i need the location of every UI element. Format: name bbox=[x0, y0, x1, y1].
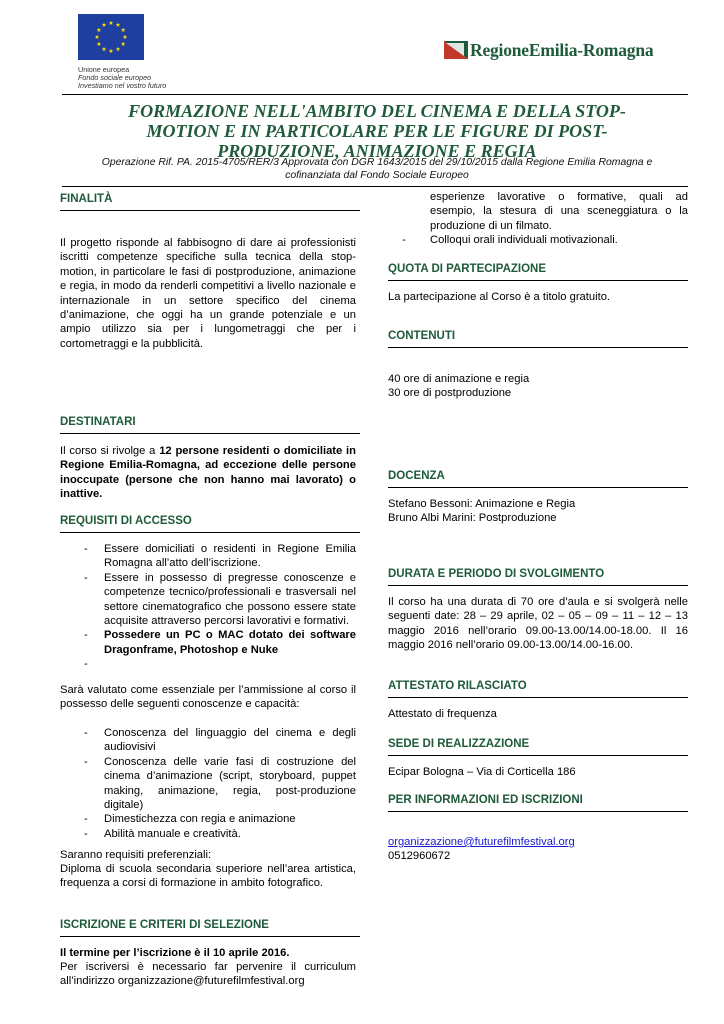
info-phone: 0512960672 bbox=[388, 850, 451, 862]
attestato-text: Attestato di frequenza bbox=[388, 708, 497, 720]
section-heading-sede: SEDE DI REALIZZAZIONE bbox=[388, 737, 688, 756]
quota-text: La partecipazione al Corso è a titolo gratuito. bbox=[388, 291, 611, 303]
section-heading-iscrizione: ISCRIZIONE E CRITERI DI SELEZIONE bbox=[60, 918, 360, 937]
list-item: - Conoscenza delle varie fasi di costruzione del cinema d’animazione (script, storyboard, puppet making, animazione, regia, post-produzione digitale) bbox=[84, 755, 356, 812]
contenuti-line2: 30 ore di postproduzione bbox=[388, 387, 512, 399]
valutato-intro: Sarà valutato come essenziale per l’ammissione al corso il possesso delle seguenti conoscenze e capacità: bbox=[60, 684, 356, 711]
conoscenza-4: Abilità manuale e creatività. bbox=[104, 827, 241, 840]
iscrizione-text: Per iscriversi è necessario far pervenire il curriculum all’indirizzo organizzazione@futurefilmfestival.org bbox=[60, 961, 356, 988]
title-line1: FORMAZIONE NELL'AMBITO DEL CINEMA E DELLA STOP- bbox=[128, 101, 626, 121]
finalita-text: Il progetto risponde al fabbisogno di dare ai professionisti iscritti competenze specifiche sulla tecnica della stop-motion, in particolare le fasi di postproduzione, animazione e regia, in modo da renderli competitivi a livello nazionale e internazionale in un settore specifico del cinema d’animazione, che oggi ha un grande potenziale e un ampio utilizzo sia per i lungometraggi che per i cortometraggi e la pubblicità. bbox=[60, 237, 356, 350]
eu-caption-line2: Fondo sociale europeo bbox=[78, 73, 152, 82]
list-item: - Essere domiciliati o residenti in Regione Emilia Romagna all’atto dell’iscrizione. bbox=[84, 543, 356, 570]
requisito-1: Essere domiciliati o residenti in Regione Emilia Romagna all’atto dell’iscrizione. bbox=[104, 543, 356, 570]
sede-text: Ecipar Bologna – Via di Corticella 186 bbox=[388, 766, 576, 778]
conoscenza-2: Conoscenza delle varie fasi di costruzione del cinema d’animazione (script, storyboard, puppet making, animazione, regia, post-produzione digitale) bbox=[104, 755, 356, 812]
list-item: - Essere in possesso di pregresse conoscenze e competenze tecnico/professionali e trasversali nel settore cinematografico che possono essere state acquisite attraverso percorsi lavorativi e formativi. bbox=[84, 571, 356, 628]
section-heading-requisiti: REQUISITI DI ACCESSO bbox=[60, 514, 360, 533]
destinatari-pre: Il corso si rivolge a bbox=[60, 445, 160, 457]
subtitle-line1: Operazione Rif. PA. 2015-4705/RER/3 Approvata con DGR 1643/2015 del 29/10/2015 dalla Regione Emilia Romagna e bbox=[101, 157, 653, 168]
eu-caption-line3: Investiamo nel vostro futuro bbox=[78, 81, 167, 90]
preferenziali-label: Saranno requisiti preferenziali: bbox=[60, 849, 212, 861]
section-heading-attestato: ATTESTATO RILASCIATO bbox=[388, 679, 688, 698]
docenza-line2: Bruno Albi Marini: Postproduzione bbox=[388, 512, 557, 524]
requisito-2: Essere in possesso di pregresse conoscenze e competenze tecnico/professionali e trasversali nel settore cinematografico che possono essere state acquisite attraverso percorsi lavorativi e formativi. bbox=[104, 571, 356, 628]
conoscenze-list bbox=[84, 726, 356, 841]
docenza-line1: Stefano Bessoni: Animazione e Regia bbox=[388, 498, 576, 510]
list-item: - Conoscenza del linguaggio del cinema e degli audiovisivi bbox=[84, 727, 356, 754]
destinatari-text bbox=[60, 444, 356, 502]
title-line3: PRODUZIONE, ANIMAZIONE E REGIA bbox=[217, 141, 537, 161]
section-heading-destinatari: DESTINATARI bbox=[60, 415, 360, 434]
durata-text: Il corso ha una durata di 70 ore d’aula e si svolgerà nelle seguenti date: 28 – 29 aprile, 02 – 05 – 09 – 11 – 12 – 13 maggio 2016 nell’orario 09.00-13.00/14.00-18.00. Il 16 maggio 2016 nell’orario 09.00-13.00/14.00-16.00. bbox=[388, 596, 688, 652]
section-heading-finalita: FINALITÀ bbox=[60, 192, 360, 211]
subtitle-line2: cofinanziata dal Fondo Sociale Europeo bbox=[285, 170, 469, 181]
requisiti-list: - Essere domiciliati o residenti in Regione Emilia Romagna all’atto dell’iscrizione. - Essere in possesso di pregresse conoscenze e competenze tecnico/professionali e trasversali nel settore cinematografico che possono essere state acquisite attraverso percorsi lavorativi e formativi. - Possedere un PC o MAC dotato dei software Dragonframe, Photoshop e Nuke - bbox=[84, 543, 356, 671]
title-line2: MOTION E IN PARTICOLARE PER LE FIGURE DI POST- bbox=[146, 121, 608, 141]
section-heading-durata: DURATA E PERIODO DI SVOLGIMENTO bbox=[388, 567, 688, 586]
conoscenza-1: Conoscenza del linguaggio del cinema e degli audiovisivi bbox=[104, 727, 356, 754]
regione-name: RegioneEmilia-Romagna bbox=[470, 39, 654, 60]
email-link[interactable]: organizzazione@futurefilmfestival.org bbox=[388, 836, 575, 848]
section-heading-contenuti: CONTENUTI bbox=[388, 329, 688, 348]
right-column bbox=[388, 0, 688, 1024]
requisiti-continued-list bbox=[402, 190, 688, 248]
list-item: - Dimestichezza con regia e animazione bbox=[84, 813, 296, 826]
eu-caption-line1: Unione europea bbox=[78, 65, 130, 74]
info-email-line bbox=[388, 835, 688, 849]
section-heading-quota: QUOTA DI PARTECIPAZIONE bbox=[388, 262, 688, 281]
list-item: - Colloqui orali individuali motivazionali. bbox=[402, 234, 618, 247]
requisito-continued-2: Colloqui orali individuali motivazionali. bbox=[430, 234, 618, 247]
section-heading-info: PER INFORMAZIONI ED ISCRIZIONI bbox=[388, 793, 688, 812]
deadline-bold: Il termine per l’iscrizione è il 10 aprile 2016. bbox=[60, 947, 290, 959]
requisito-3: Possedere un PC o MAC dotato dei software Dragonframe, Photoshop e Nuke bbox=[104, 629, 356, 656]
iscrizione-deadline bbox=[60, 946, 356, 960]
contenuti-line1: 40 ore di animazione e regia bbox=[388, 373, 530, 385]
left-column bbox=[60, 0, 356, 1024]
preferenziali-text: Diploma di scuola secondaria superiore nell’area artistica, frequenza a corsi di formazione in ambito fotografico. bbox=[60, 863, 356, 890]
destinatari-bold: 12 persone residenti o domiciliate in Regione Emilia-Romagna, ad eccezione delle persone inoccupate (persone che non hanno mai lavorato) o inattive. bbox=[60, 445, 356, 501]
conoscenza-3: Dimestichezza con regia e animazione bbox=[104, 813, 296, 826]
list-item bbox=[402, 190, 688, 233]
requisito-continued-1: esperienze lavorative o formative, quali ad esempio, la stesura di una sceneggiatura o la produzione di un filmato. bbox=[430, 191, 688, 232]
list-item: - Possedere un PC o MAC dotato dei software Dragonframe, Photoshop e Nuke bbox=[84, 629, 356, 656]
section-heading-docenza: DOCENZA bbox=[388, 469, 688, 488]
list-item: - Abilità manuale e creatività. bbox=[84, 827, 241, 840]
